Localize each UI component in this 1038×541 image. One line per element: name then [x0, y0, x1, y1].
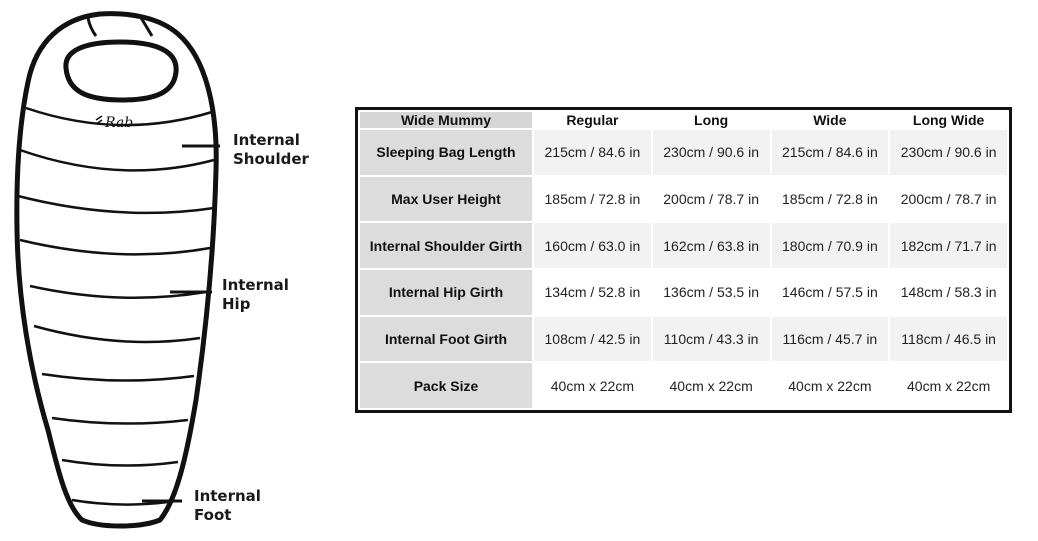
table-cell: 185cm / 72.8 in [772, 177, 889, 222]
brand-logo: Rab [105, 115, 134, 131]
table-header-row [360, 112, 1007, 128]
callout-line: Internal [222, 276, 289, 294]
row-header: Internal Foot Girth [360, 317, 532, 362]
callout-line: Hip [222, 295, 251, 313]
table-cell: 40cm x 22cm [772, 363, 889, 408]
table-cell: 215cm / 84.6 in [534, 130, 651, 175]
table-row [360, 317, 1007, 362]
table-cell: 40cm x 22cm [890, 363, 1007, 408]
sleeping-bag-illustration [0, 0, 330, 541]
table-cell: 185cm / 72.8 in [534, 177, 651, 222]
row-header: Max User Height [360, 177, 532, 222]
hood-opening [66, 42, 176, 100]
callout-line: Internal [194, 487, 261, 505]
table-cell: 162cm / 63.8 in [653, 223, 770, 268]
table-cell: 134cm / 52.8 in [534, 270, 651, 315]
size-chart-table [355, 107, 1012, 413]
table-cell: 160cm / 63.0 in [534, 223, 651, 268]
row-header: Internal Shoulder Girth [360, 223, 532, 268]
row-header: Internal Hip Girth [360, 270, 532, 315]
table-cell: 230cm / 90.6 in [653, 130, 770, 175]
table-row [360, 270, 1007, 315]
callout-line: Foot [194, 506, 232, 524]
internal-shoulder-label [233, 131, 309, 169]
table-cell: 118cm / 46.5 in [890, 317, 1007, 362]
table-corner-header: Wide Mummy [360, 112, 532, 128]
callout-line: Shoulder [233, 150, 309, 168]
table-cell: 116cm / 45.7 in [772, 317, 889, 362]
table-cell: 136cm / 53.5 in [653, 270, 770, 315]
row-header: Pack Size [360, 363, 532, 408]
column-header: Wide [772, 112, 889, 128]
table-cell: 230cm / 90.6 in [890, 130, 1007, 175]
column-header: Regular [534, 112, 651, 128]
table-row [360, 130, 1007, 175]
table-cell: 200cm / 78.7 in [653, 177, 770, 222]
table-cell: 108cm / 42.5 in [534, 317, 651, 362]
table-cell: 200cm / 78.7 in [890, 177, 1007, 222]
table-row [360, 363, 1007, 408]
internal-hip-label [222, 276, 289, 314]
column-header: Long Wide [890, 112, 1007, 128]
column-header: Long [653, 112, 770, 128]
table-cell: 146cm / 57.5 in [772, 270, 889, 315]
table-cell: 40cm x 22cm [653, 363, 770, 408]
internal-foot-label [194, 487, 261, 525]
table-cell: 182cm / 71.7 in [890, 223, 1007, 268]
table-cell: 148cm / 58.3 in [890, 270, 1007, 315]
table-cell: 180cm / 70.9 in [772, 223, 889, 268]
table-cell: 40cm x 22cm [534, 363, 651, 408]
table-row [360, 223, 1007, 268]
row-header: Sleeping Bag Length [360, 130, 532, 175]
callout-line: Internal [233, 131, 300, 149]
table-cell: 110cm / 43.3 in [653, 317, 770, 362]
table-cell: 215cm / 84.6 in [772, 130, 889, 175]
table-row [360, 177, 1007, 222]
